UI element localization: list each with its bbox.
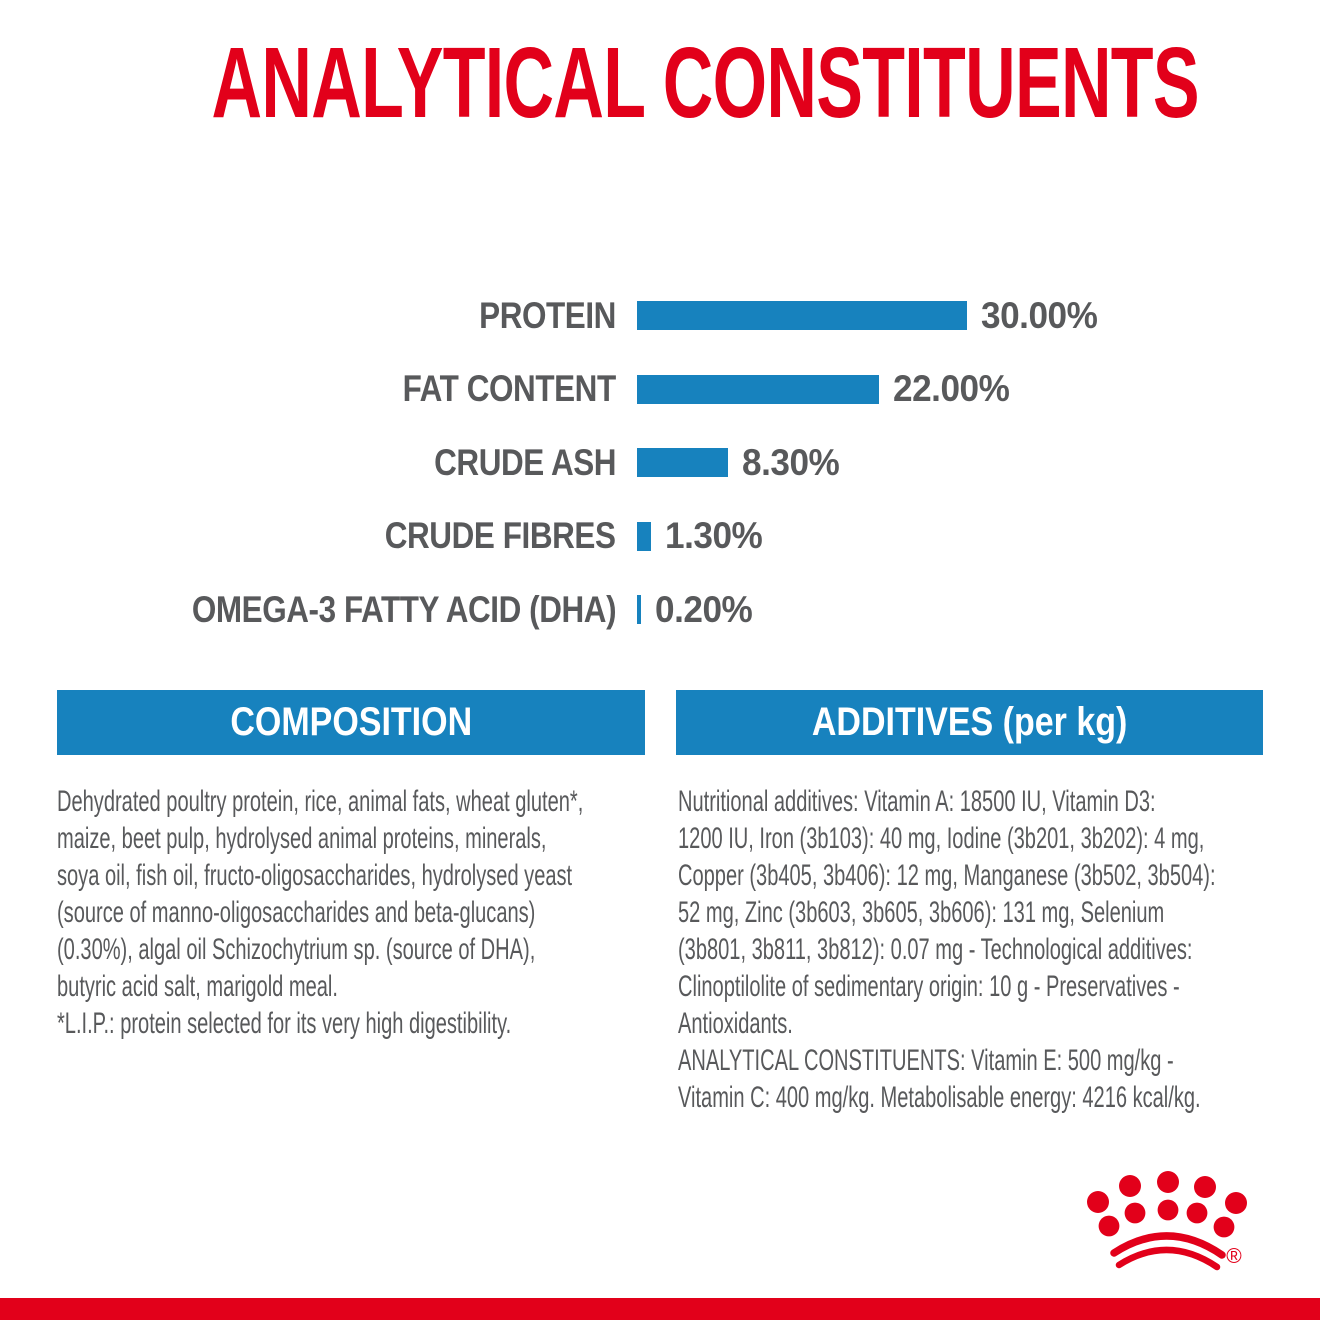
bar-label: PROTEIN bbox=[479, 294, 616, 336]
text-line: Antioxidants. bbox=[678, 1007, 793, 1040]
value-bar bbox=[637, 301, 967, 330]
bottom-red-strip bbox=[0, 1298, 1320, 1320]
text-line: Vitamin C: 400 mg/kg. Metabolisable energy: 4216 kcal/kg. bbox=[678, 1081, 1201, 1114]
additives-header-label: ADDITIVES (per kg) bbox=[811, 700, 1128, 744]
additives-header bbox=[676, 690, 1263, 755]
bar-value: 30.00% bbox=[981, 294, 1098, 336]
additives-text bbox=[678, 783, 1278, 1116]
text-line: 52 mg, Zinc (3b603, 3b605, 3b606): 131 mg, Selenium bbox=[678, 896, 1165, 929]
page-title bbox=[0, 26, 1320, 141]
text-line: soya oil, fish oil, fructo-oligosaccharides, hydrolysed yeast bbox=[57, 859, 573, 892]
text-line: 1200 IU, Iron (3b103): 40 mg, Iodine (3b201, 3b202): 4 mg, bbox=[678, 822, 1205, 855]
text-line: maize, beet pulp, hydrolysed animal proteins, minerals, bbox=[57, 822, 547, 855]
bar-label: CRUDE ASH bbox=[434, 441, 616, 483]
bar-value: 22.00% bbox=[893, 368, 1010, 410]
text-line: Copper (3b405, 3b406): 12 mg, Manganese (3b502, 3b504): bbox=[678, 859, 1216, 892]
text-line: Clinoptilolite of sedimentary origin: 10 g - Preservatives - bbox=[678, 970, 1180, 1003]
royal-canin-crown-logo bbox=[1086, 1168, 1250, 1280]
bar-value: 8.30% bbox=[742, 441, 840, 483]
bar-value: 0.20% bbox=[655, 588, 753, 630]
value-bar bbox=[637, 375, 879, 404]
text-line: (0.30%), algal oil Schizochytrium sp. (source of DHA), bbox=[57, 933, 536, 966]
text-line: Nutritional additives: Vitamin A: 18500 IU, Vitamin D3: bbox=[678, 785, 1156, 818]
value-bar bbox=[637, 522, 651, 551]
text-line: ANALYTICAL CONSTITUENTS: Vitamin E: 500 mg/kg - bbox=[678, 1044, 1174, 1077]
chart-row bbox=[0, 500, 1320, 574]
value-bar bbox=[637, 448, 728, 477]
bar-label: OMEGA-3 FATTY ACID (DHA) bbox=[191, 588, 616, 630]
composition-header-label: COMPOSITION bbox=[230, 700, 472, 744]
chart-row bbox=[0, 353, 1320, 427]
page-title-text: ANALYTICAL CONSTITUENTS bbox=[211, 27, 1199, 139]
registered-trademark: ® bbox=[1226, 1245, 1242, 1268]
bar-label: CRUDE FIBRES bbox=[385, 515, 616, 557]
text-line: (source of manno-oligosaccharides and beta-glucans) bbox=[57, 896, 536, 929]
text-line: (3b801, 3b811, 3b812): 0.07 mg - Technological additives: bbox=[678, 933, 1193, 966]
text-line: *L.I.P.: protein selected for its very high digestibility. bbox=[57, 1007, 512, 1040]
composition-text bbox=[57, 783, 657, 1042]
text-line: Dehydrated poultry protein, rice, animal fats, wheat gluten*, bbox=[57, 785, 584, 818]
chart-row bbox=[0, 573, 1320, 647]
bar-value: 1.30% bbox=[665, 515, 763, 557]
analytical-constituents-chart bbox=[0, 279, 1320, 647]
bar-label: FAT CONTENT bbox=[402, 368, 616, 410]
value-bar bbox=[637, 595, 641, 624]
text-line: butyric acid salt, marigold meal. bbox=[57, 970, 338, 1003]
chart-row bbox=[0, 426, 1320, 500]
crown-icon bbox=[1086, 1168, 1250, 1280]
chart-row bbox=[0, 279, 1320, 353]
composition-header bbox=[57, 690, 645, 755]
